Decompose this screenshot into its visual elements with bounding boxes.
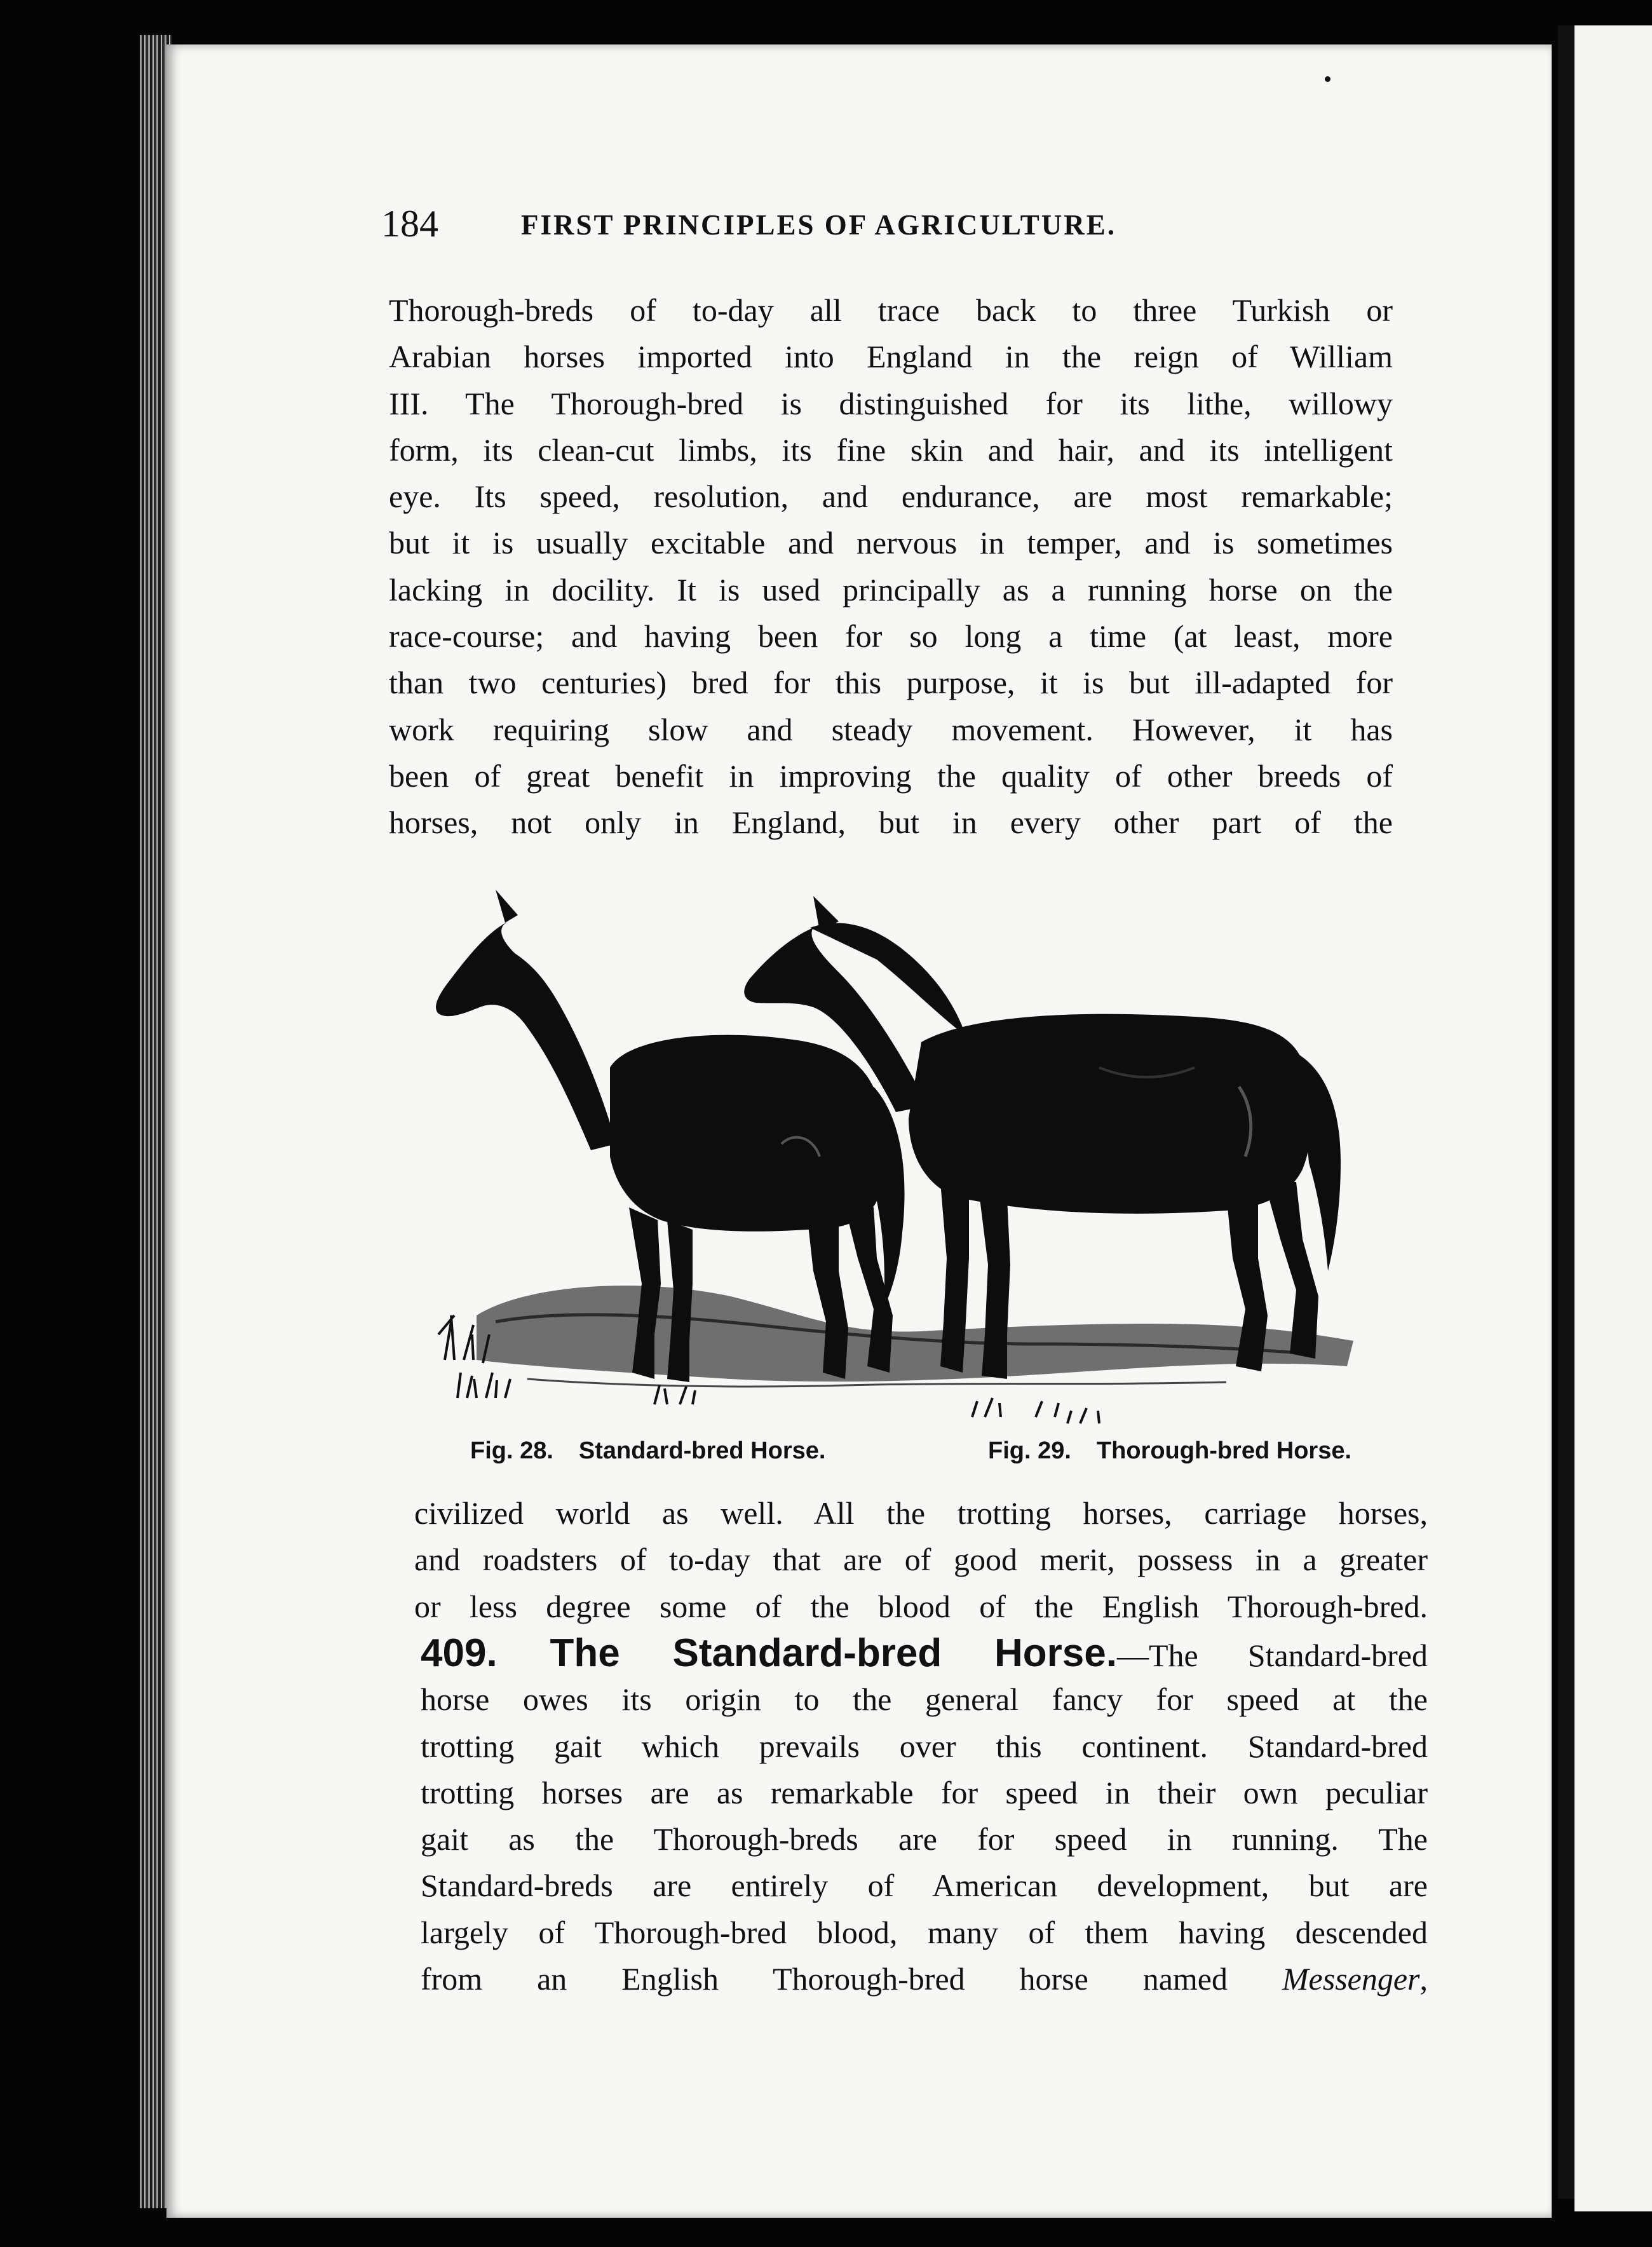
fig-29-caption: Thorough-bred Horse. [1096,1437,1352,1464]
text-line: than two centuries) bred for this purpose, it is but ill-adapted for [389,665,1393,701]
text-line: form, its clean-cut limbs, its fine skin and hair, and its intelligent [389,431,1393,468]
section-heading-line [421,1630,1428,1676]
horses-engraving [400,877,1417,1436]
paragraph-mid [414,1490,1428,1630]
text-line: III. The Thorough-bred is distinguished for its lithe, willowy [389,385,1393,421]
text-line: but it is usually excitable and nervous in temper, and is sometimes [389,525,1393,561]
section-409 [421,1630,1428,2002]
text-line: horses, not only in England, but in every other part of the [389,804,1393,841]
text-line: or less degree some of the blood of the English Thorough-bred. [414,1588,1428,1624]
facing-page-edge [1574,25,1652,2211]
page-header [381,202,1334,259]
last-line-end: , [1419,1961,1428,1997]
text-line: Thorough-breds of to-day all trace back to three Turkish or [389,292,1393,328]
ground-shadow [477,1286,1353,1387]
fig-28-number: Fig. 28. [470,1437,553,1464]
text-line: Standard-breds are entirely of American development, but are [421,1868,1428,1904]
figure-captions [470,1437,1436,1482]
last-text-line [421,1956,1428,2002]
ink-dot [1325,76,1330,82]
text-line: been of great benefit in improving the quality of other breeds of [389,757,1393,794]
text-line: race-course; and having been for so long a time (at least, more [389,618,1393,655]
paragraph-top [389,287,1393,846]
running-title: FIRST PRINCIPLES OF AGRICULTURE. [521,209,1117,241]
text-line: largely of Thorough-bred blood, many of them having descended [421,1914,1428,1950]
text-line: Arabian horses imported into England in the reign of William [389,339,1393,375]
fig-29-number: Fig. 29. [988,1437,1071,1464]
text-line: trotting horses are as remarkable for speed in their own peculiar [421,1774,1428,1810]
text-line: gait as the Thorough-breds are for speed in running. The [421,1821,1428,1857]
text-line: eye. Its speed, resolution, and endurance, are most remarkable; [389,479,1393,515]
last-line-start: from an English Thorough-bred horse named [421,1961,1228,1997]
text-line: work requiring slow and steady movement. However, it has [389,711,1393,747]
text-line: lacking in docility. It is used principally as a running horse on the [389,571,1393,608]
horse-name-messenger: Messenger [1282,1961,1420,1997]
page-number: 184 [381,203,438,245]
text-line: and roadsters of to-day that are of good merit, possess in a greater [414,1542,1428,1578]
caption-fig-29 [988,1437,1351,1465]
text-line: trotting gait which prevails over this continent. Standard-bred [421,1728,1428,1764]
gutter [1558,25,1574,2199]
text-line: horse owes its origin to the general fancy for speed at the [421,1681,1428,1718]
fig-28-caption: Standard-bred Horse. [578,1437,826,1464]
heading-line-rest: —The Standard-bred [1116,1638,1428,1673]
section-heading: 409. The Standard-bred Horse. [421,1631,1117,1675]
text-line: civilized world as well. All the trotting horses, carriage horses, [414,1495,1428,1531]
caption-fig-28 [470,1437,825,1465]
